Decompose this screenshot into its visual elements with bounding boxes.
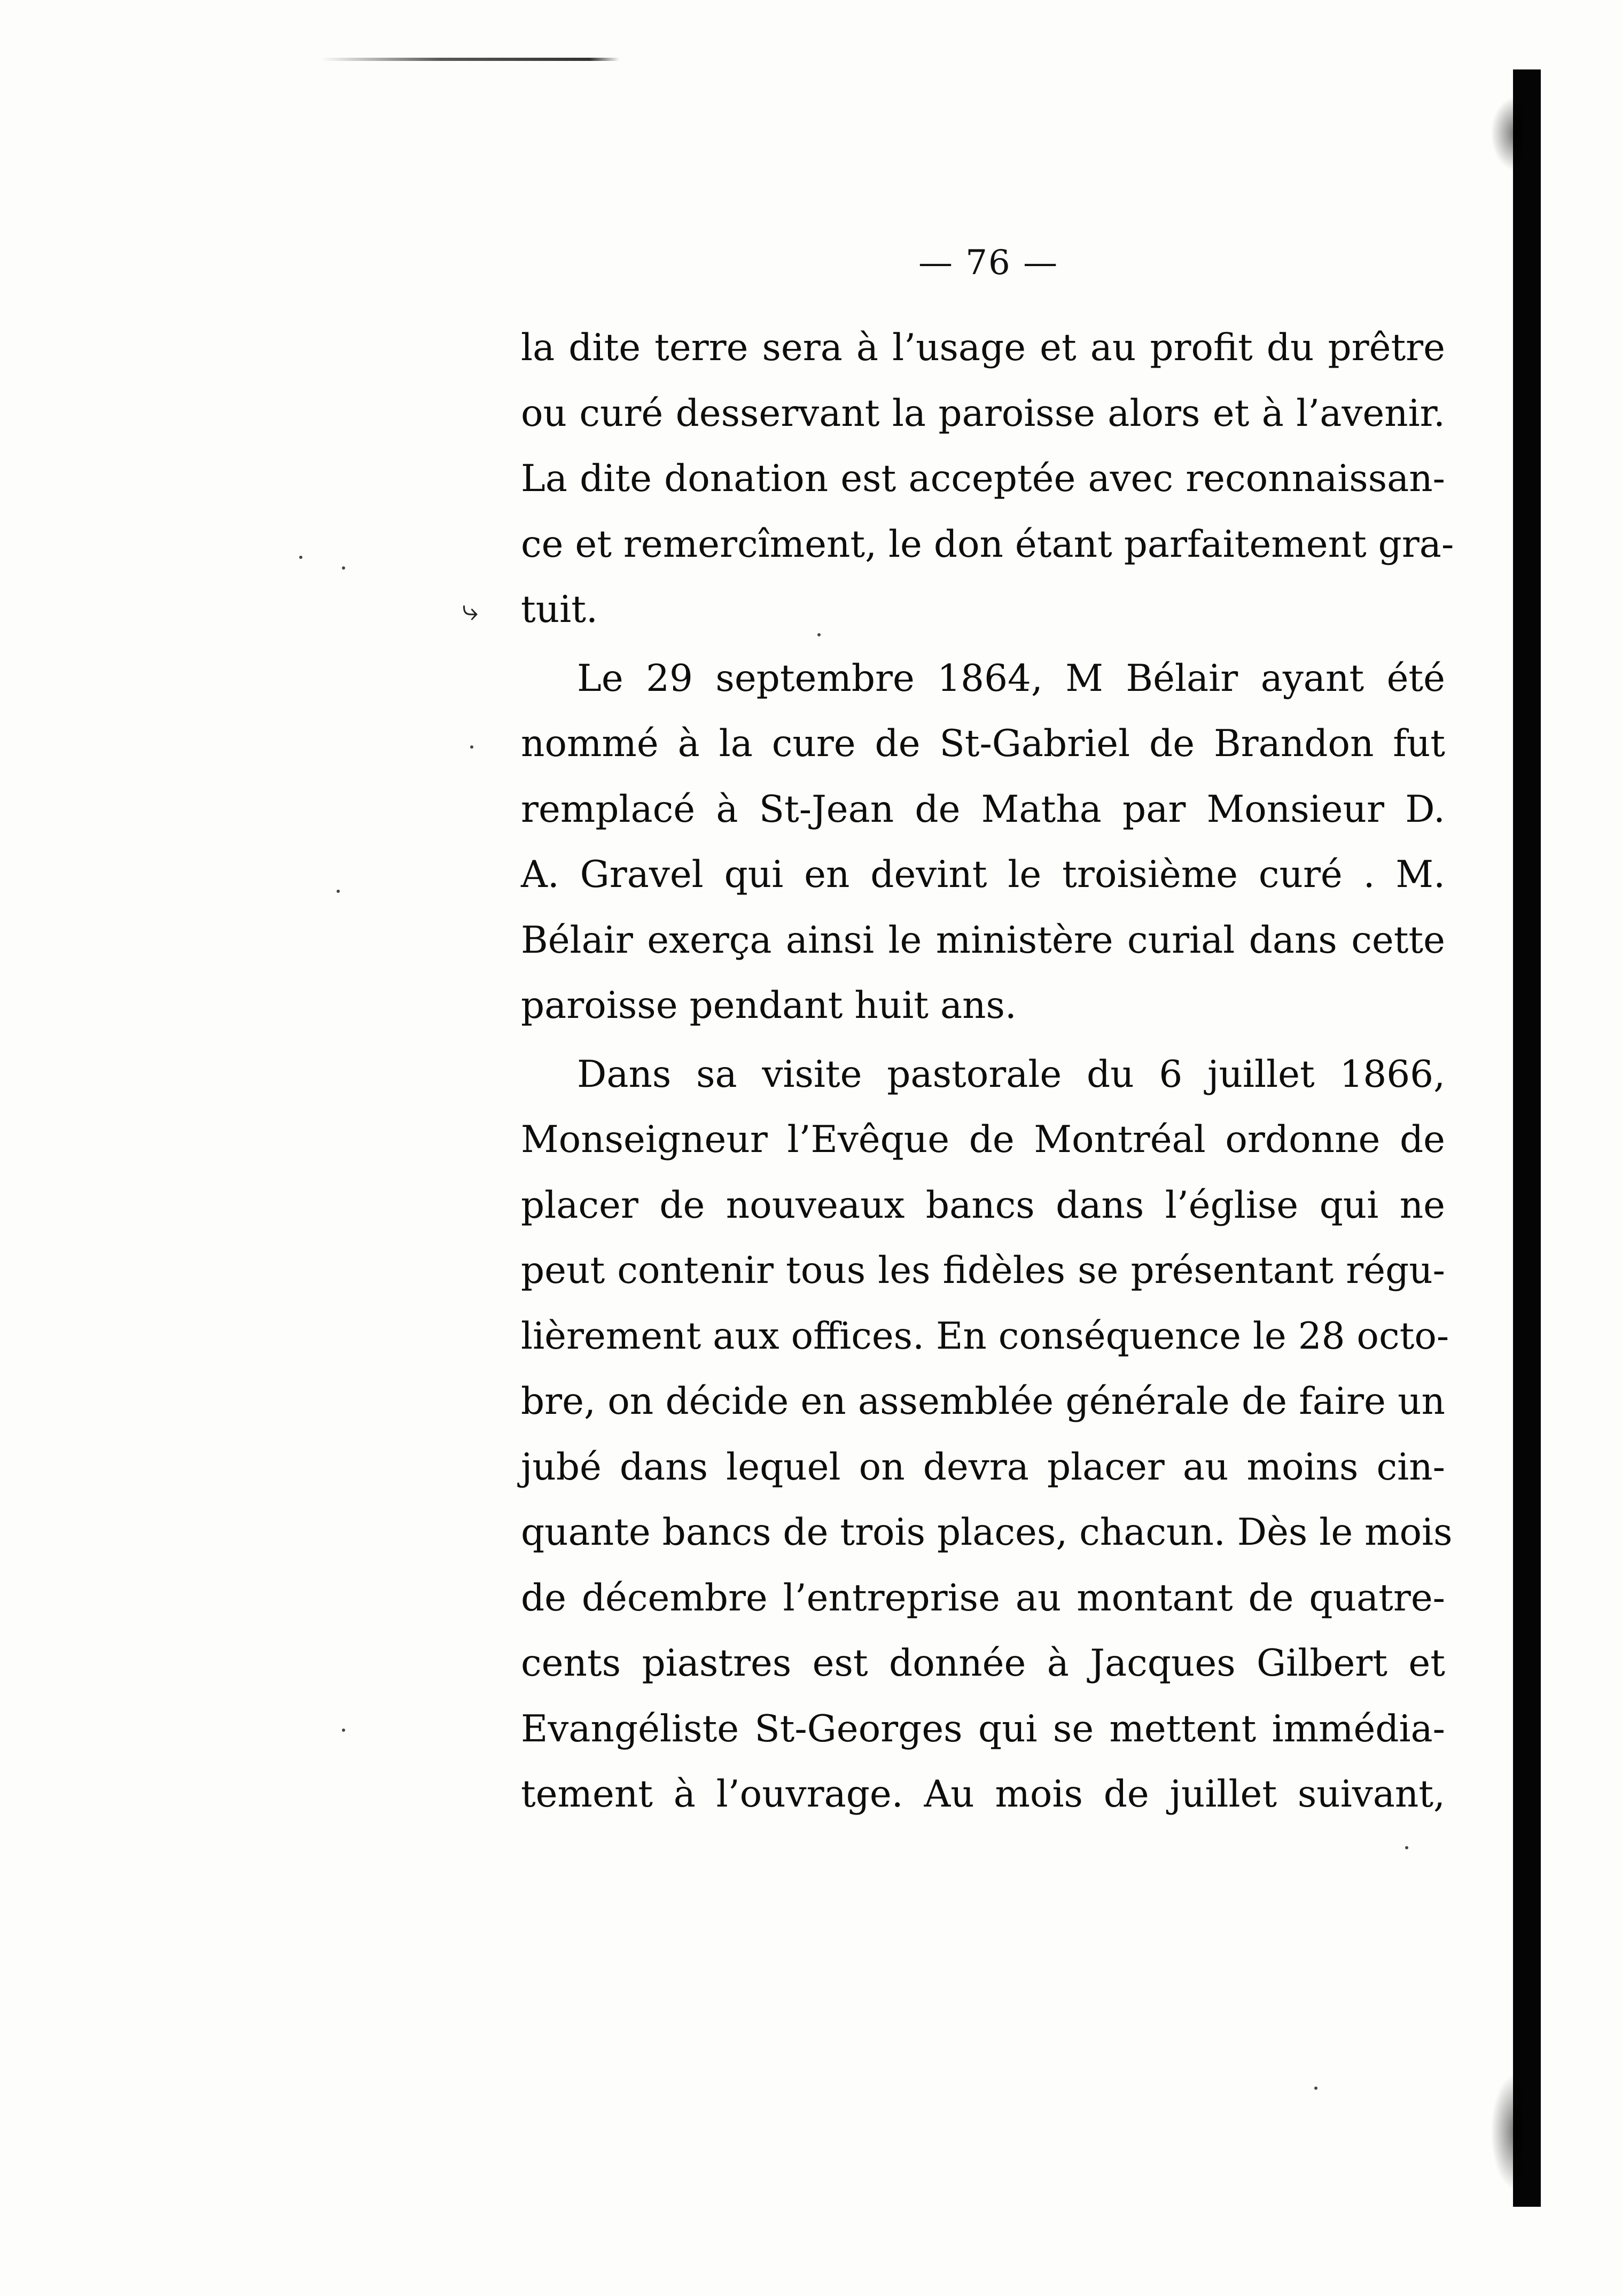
scan-speck [342, 566, 345, 570]
text-line: ou curé desservant la paroisse alors et à l’avenir. [521, 392, 1445, 435]
scan-speck [337, 890, 340, 893]
text-line: la dite terre sera à l’usage et au profit du prêtre [521, 326, 1445, 369]
margin-arrow-mark: ⤷ [462, 593, 479, 627]
scan-speck [1314, 2087, 1317, 2090]
text-line: lièrement aux offices. En conséquence le 28 octo- [521, 1314, 1449, 1358]
paragraph [521, 646, 1445, 1039]
text-line: jubé dans lequel on devra placer au moins cin- [521, 1445, 1445, 1489]
text-line: bre, on décide en assemblée générale de faire un [521, 1380, 1445, 1423]
scan-artifact-edge-bottom [1491, 2073, 1523, 2191]
text-line: de décembre l’entreprise au montant de quatre- [521, 1576, 1445, 1620]
text-line: paroisse pendant huit ans. [521, 984, 1017, 1027]
scan-artifact-edge-top [1491, 96, 1523, 171]
text-line: remplacé à St-Jean de Matha par Monsieur D. [521, 788, 1445, 831]
text-line: tuit. [521, 588, 598, 631]
page-edge-shadow [1513, 69, 1541, 2207]
text-line: Monseigneur l’Evêque de Montréal ordonne de [521, 1118, 1445, 1161]
text-line: Evangéliste St-Georges qui se mettent immédia- [521, 1707, 1445, 1750]
text-line: placer de nouveaux bancs dans l’église qui ne [521, 1184, 1445, 1227]
text-line: Dans sa visite pastorale du 6 juillet 1866, [577, 1053, 1445, 1096]
text-line: Le 29 septembre 1864, M Bélair ayant été [577, 657, 1445, 700]
text-line: La dite donation est acceptée avec reconnaissan- [521, 457, 1445, 500]
text-line: nommé à la cure de St-Gabriel de Brandon fut [521, 722, 1445, 765]
text-line: Bélair exerça ainsi le ministère curial dans cette [521, 919, 1445, 962]
scan-speck [1405, 1846, 1408, 1849]
scan-artifact-top [321, 58, 620, 61]
text-line: A. Gravel qui en devint le troisième curé . M. [521, 853, 1445, 896]
scan-speck [299, 556, 302, 559]
text-line: peut contenir tous les fidèles se présentant régu- [521, 1249, 1445, 1292]
paragraph [521, 1042, 1453, 1827]
page-number: — 76 — [918, 243, 1059, 283]
body-text [521, 315, 1454, 1827]
text-line: cents piastres est donnée à Jacques Gilbert et [521, 1642, 1445, 1685]
text-line: ce et remercîment, le don étant parfaitement gra- [521, 523, 1454, 566]
text-line: quante bancs de trois places, chacun. Dès le mois [521, 1511, 1453, 1554]
scan-speck [470, 745, 473, 749]
scan-speck [342, 1729, 345, 1732]
text-line: tement à l’ouvrage. Au mois de juillet suivant, [521, 1773, 1445, 1816]
paragraph [521, 315, 1454, 643]
